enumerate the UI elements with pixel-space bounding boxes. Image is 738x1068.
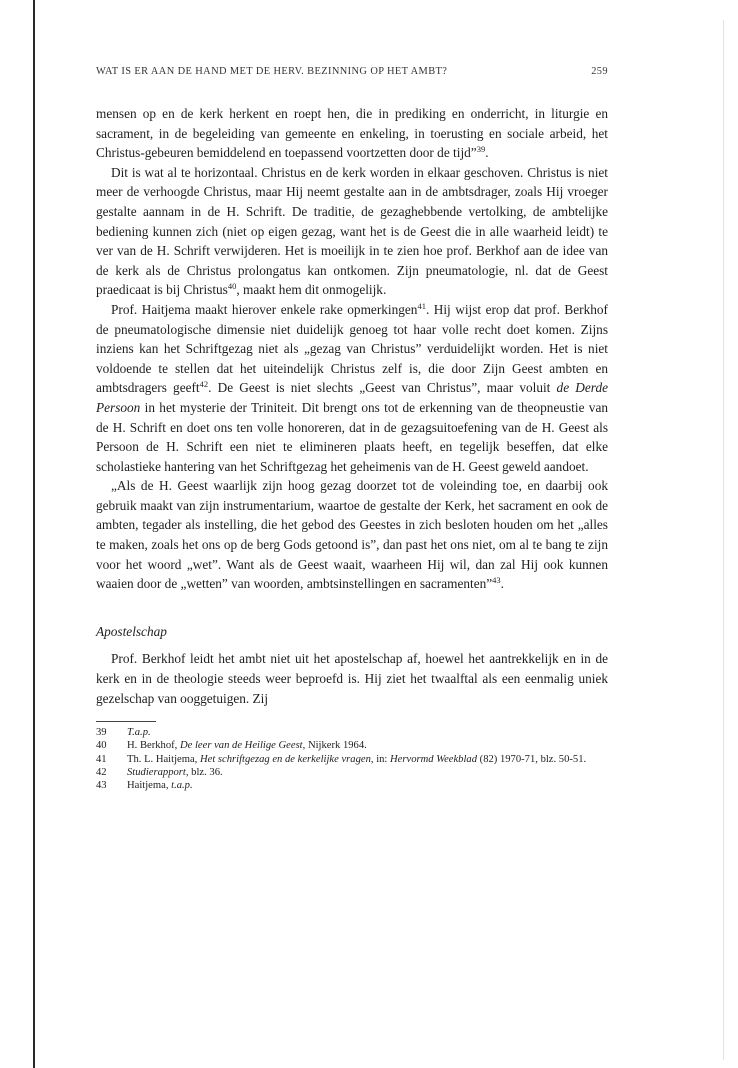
text-run: „Als de H. Geest waarlijk zijn hoog gezag doorzet tot de voleinding toe, en daarbij ook gebruik maakt van zijn instrumentarium, waartoe de gestalte der Kerk, het sacrament en ook de ambten, tegader als instelling, die het gebod des Geestes in zich besloten houden om het „alles te maken, zoals het ons op de berg Gods getoond is”, dan past het ons niet, om al te bang te zijn voor het woord „wet”. Want als de Geest waait, waarheen Hij wil, dan zal Hij ook kunnen waaien door de „wetten” van woorden, ambtsinstellingen en sacramenten” — [96, 478, 608, 592]
book-page — [96, 66, 608, 792]
text-run: . Hij wijst erop dat prof. Berkhof de pneumatologische dimensie niet duidelijk genoeg tot haar volle recht doet komen. Zijns inziens kan het Schriftgezag niet als „gezag van Christus” verduidelijkt worden. Het is niet voldoende te stellen dat het uiteindelijk Christus zelf is, die door Zijn Geest ambten en ambtsdragers geeft — [96, 301, 608, 396]
footnote-ref: 42 — [199, 379, 209, 390]
text-run: H. Berkhof, — [127, 740, 180, 752]
footnote — [96, 779, 608, 792]
footnote — [96, 739, 608, 752]
paragraph — [96, 104, 608, 163]
footnote-text — [127, 726, 608, 739]
italic-text: Het schriftgezag en de kerkelijke vragen — [199, 753, 371, 765]
footnote-rule — [96, 721, 156, 722]
paragraph — [96, 300, 608, 476]
text-run: Prof. Berkhof leidt het ambt niet uit het apostelschap af, hoewel het aantrekkelijk en in de kerk en in de theologie steeds weer beproefd is. Hij ziet het twaalftal als een eenmalig uniek gezelschap van ooggetuigen. Zij — [96, 651, 608, 706]
page-edge — [723, 20, 724, 1060]
italic-text: t.a.p. — [171, 780, 193, 792]
footnote-number: 39 — [96, 727, 107, 739]
italic-text: de Derde Persoon — [96, 380, 608, 415]
footnote-text — [127, 739, 608, 752]
italic-text: T.a.p. — [127, 727, 151, 739]
italic-text: De leer van de Heilige Geest — [179, 740, 303, 752]
paragraph — [96, 649, 608, 708]
text-run: Prof. Haitjema maakt hierover enkele rake opmerkingen — [111, 301, 418, 317]
text-run: , in: — [370, 753, 391, 765]
text-run: in het mysterie der Triniteit. Dit brengt ons tot de erkenning van de theopneustie van de H. Schrift en doet ons ten volle honoreren, dat in de gezagsuitoefening van de H. Geest als Persoon de H. Schrift een niet te elimineren plaats heeft, en tegelijk beseffen, dat elke scholastieke hantering van het Schriftgezag het geheimenis van de H. Geest geweld aandoet. — [96, 399, 608, 474]
text-run: Th. L. Haitjema, — [127, 753, 200, 765]
footnote-text — [127, 779, 608, 792]
book-spine-edge — [33, 0, 35, 1068]
italic-text: Studierapport — [127, 766, 186, 778]
footnote-number: 40 — [96, 740, 107, 752]
text-run: . — [500, 576, 504, 592]
footnote — [96, 766, 608, 779]
footnote-text — [127, 753, 608, 766]
footnote-ref: 40 — [227, 281, 237, 292]
paragraph — [96, 163, 608, 300]
text-run: (82) 1970-71, blz. 50-51. — [477, 753, 587, 765]
footnote — [96, 726, 608, 739]
running-head-title: WAT IS ER AAN DE HAND MET DE HERV. BEZINNING OP HET AMBT? — [96, 66, 448, 77]
footnote-number: 41 — [96, 753, 107, 765]
footnote-ref: 43 — [492, 575, 501, 586]
body-text — [96, 104, 608, 708]
footnote — [96, 753, 608, 766]
running-head — [96, 66, 608, 84]
block-quote-paragraph — [96, 476, 608, 594]
footnote-text — [127, 766, 608, 779]
text-run: Dit is wat al te horizontaal. Christus en de kerk worden in elkaar geschoven. Christus is niet meer de verhoogde Christus, maar Hij neemt gestalte aan in de ambtsdrager, zoals Hij vroeger gestalte aannam in de H. Schrift. De traditie, de gezaghebbende vertolking, de ambtelijke bediening kunnen zich (niet op eigen gezag, want het is de Geest die in alle waarheid leidt) te ver van de H. Schrift verwijderen. Het is moeilijk in te zien hoe prof. Berkhof aan de idee van de kerk als de Christus prolongatus kan ontkomen. Zijn pneumatologie, nl. dat de Geest praedicaat is bij Christus — [96, 164, 608, 298]
footnote-ref: 41 — [417, 300, 426, 311]
text-run: , blz. 36. — [185, 766, 223, 778]
footnote-number: 42 — [96, 766, 107, 778]
text-run: . De Geest is niet slechts „Geest van Christus”, maar voluit — [208, 380, 557, 396]
text-run: . — [485, 145, 489, 161]
text-run: , maakt hem dit onmogelijk. — [236, 282, 387, 298]
section-heading: Apostelschap — [96, 623, 167, 639]
footnotes — [96, 726, 608, 792]
page-number: 259 — [591, 66, 608, 77]
footnote-number: 43 — [96, 780, 107, 792]
text-run: mensen op en de kerk herkent en roept hen, die in prediking en onderricht, in liturgie en sacrament, in de begeleiding van gemeente en enkeling, in toerusting en sociale arbeid, het Christus-gebeuren bemiddelend en toepassend voortzetten door de tijd” — [96, 106, 608, 161]
text-run: Haitjema, — [127, 780, 172, 792]
text-run: , Nijkerk 1964. — [302, 740, 367, 752]
italic-text: Hervormd Weekblad — [390, 753, 478, 765]
footnote-ref: 39 — [476, 144, 486, 155]
